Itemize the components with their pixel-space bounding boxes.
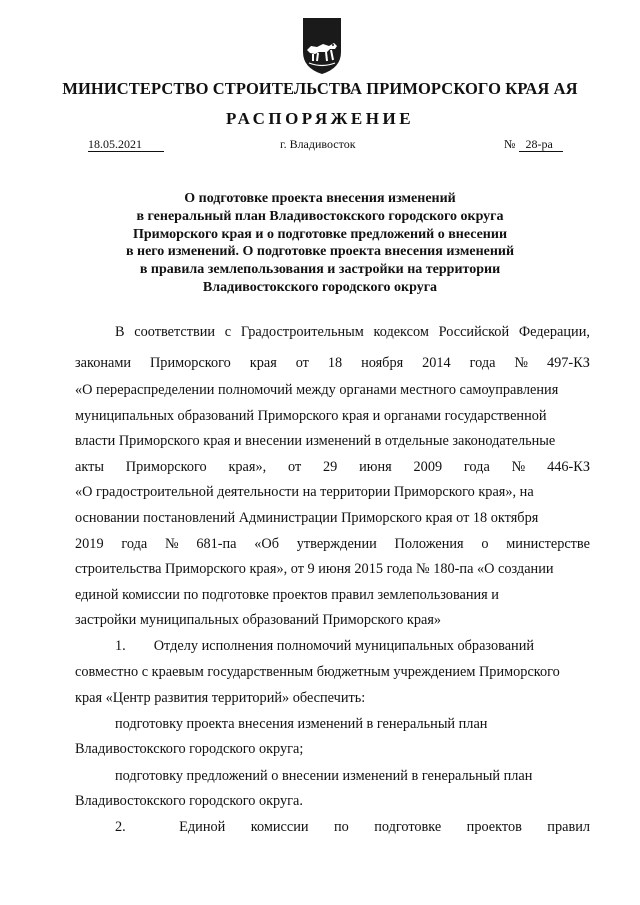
- item-1-line: совместно с краевым государственным бюджетным учреждением Приморского: [75, 664, 560, 680]
- preamble-line: 2019 года № 681-па «Об утверждении Положения о министерстве: [75, 536, 590, 552]
- subitem-line: подготовку предложений о внесении изменений в генеральный план: [115, 768, 533, 784]
- ministry-name: МИНИСТЕРСТВО СТРОИТЕЛЬСТВА ПРИМОРСКОГО КРАЯ АЯ: [62, 79, 578, 98]
- document-date: 18.05.2021: [88, 137, 164, 152]
- item-1-line: края «Центр развития территорий» обеспечить:: [75, 690, 366, 706]
- subitem-line: подготовку проекта внесения изменений в генеральный план: [115, 716, 488, 732]
- preamble-line: застройки муниципальных образований Приморского края»: [75, 612, 442, 628]
- title-line: в правила землепользования и застройки на территории: [139, 262, 501, 278]
- document-type: РАСПОРЯЖЕНИЕ: [225, 109, 415, 128]
- item-2-number: 2.: [115, 819, 126, 835]
- subitem-line: Владивостокского городского округа.: [75, 793, 303, 809]
- preamble-line: единой комиссии по подготовке проектов правил землепользования и: [75, 587, 499, 603]
- preamble-line: акты Приморского края», от 29 июня 2009 года № 446-КЗ: [75, 459, 590, 475]
- document-city: г. Владивосток: [280, 137, 356, 151]
- preamble-line: муниципальных образований Приморского края и органами государственной: [75, 408, 547, 424]
- item-1-line: 1. Отделу исполнения полномочий муниципальных образований: [115, 638, 534, 654]
- document-number: № 28-ра: [504, 137, 563, 152]
- preamble-line: строительства Приморского края», от 9 июня 2015 года № 180-па «О создании: [75, 561, 554, 577]
- title-line: Приморского края и о подготовке предложений о внесении: [132, 226, 508, 242]
- document-title: [60, 190, 580, 297]
- preamble-line: законами Приморского края от 18 ноября 2014 года № 497-КЗ: [75, 355, 590, 371]
- title-line: в генеральный план Владивостокского городского округа: [136, 208, 504, 224]
- preamble-line: власти Приморского края и внесении изменений в отдельные законодательные: [75, 433, 556, 449]
- preamble-line: «О градостроительной деятельности на территории Приморского края», на: [75, 484, 534, 500]
- subitem-line: Владивостокского городского округа;: [75, 741, 304, 757]
- title-line: Владивостокского городского округа: [202, 279, 438, 295]
- item-2-line: 2. Единой комиссии по подготовке проектов правил: [115, 819, 590, 835]
- coat-of-arms-emblem: [301, 16, 343, 76]
- preamble-line: основании постановлений Администрации Приморского края от 18 октября: [75, 510, 539, 526]
- preamble-line: В соответствии с Градостроительным кодексом Российской Федерации,: [115, 324, 590, 340]
- item-1-number: 1.: [115, 638, 126, 654]
- title-line: О подготовке проекта внесения изменений: [184, 191, 456, 206]
- title-line: в него изменений. О подготовке проекта внесения изменений: [125, 244, 515, 260]
- preamble-line: «О перераспределении полномочий между органами местного самоуправления: [75, 382, 559, 398]
